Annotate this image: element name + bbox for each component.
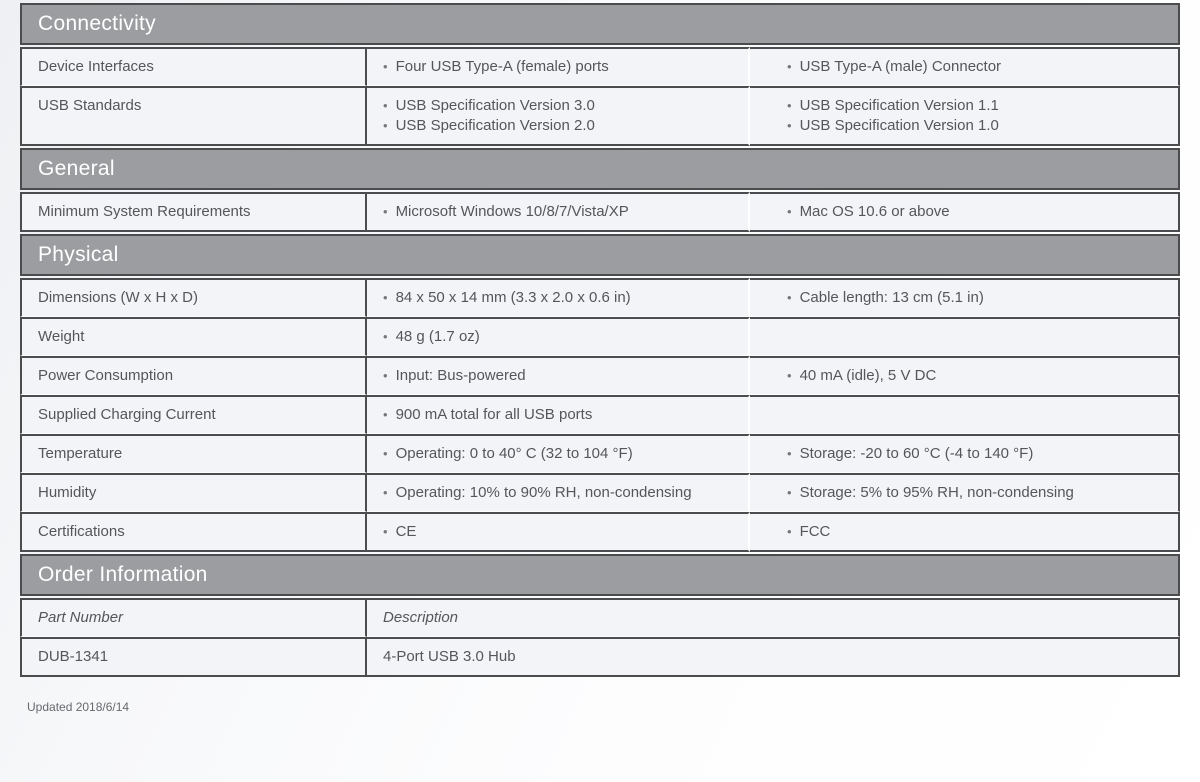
row-label: USB Standards	[38, 97, 142, 114]
bullet-icon: •	[787, 368, 792, 383]
row-label-cell	[20, 356, 367, 395]
value-col-1	[367, 47, 750, 86]
value-col-2	[750, 356, 1180, 395]
spec-row	[20, 473, 1180, 512]
bullet-icon: •	[787, 524, 792, 539]
value-col-2	[750, 512, 1180, 552]
bullet-icon: •	[787, 290, 792, 305]
row-label: Dimensions (W x H x D)	[38, 289, 199, 306]
bullet-icon: •	[787, 446, 792, 461]
value-col-2	[750, 192, 1180, 232]
value-col-1	[367, 86, 750, 146]
spec-row	[20, 434, 1180, 473]
bullet-icon: •	[787, 485, 792, 500]
spec-value-text: FCC	[799, 523, 831, 540]
value-col-1	[367, 512, 750, 552]
spec-row	[20, 356, 1180, 395]
spec-value-text: Storage: -20 to 60 °C (-4 to 140 °F)	[799, 445, 1034, 462]
bullet-icon: •	[383, 59, 388, 74]
order-left-cell	[20, 637, 367, 677]
spec-value-item	[787, 522, 1170, 542]
spec-value-item	[383, 96, 740, 116]
order-row	[20, 637, 1180, 677]
row-label: Power Consumption	[38, 367, 174, 384]
spec-value-item	[383, 405, 740, 425]
spec-value-item	[383, 366, 740, 386]
section-rows	[20, 47, 1180, 146]
section-rows	[20, 278, 1180, 552]
spec-value-text: USB Type-A (male) Connector	[799, 58, 1002, 75]
value-col-1	[367, 356, 750, 395]
spec-value-item	[787, 116, 1170, 136]
spec-value-text: Input: Bus-powered	[395, 367, 526, 384]
spec-value-item	[383, 57, 740, 77]
spec-value-text: Operating: 0 to 40° C (32 to 104 °F)	[395, 445, 633, 462]
value-col-2	[750, 395, 1180, 434]
spec-row	[20, 47, 1180, 86]
section-title: General	[38, 157, 115, 180]
spec-value-text: Cable length: 13 cm (5.1 in)	[799, 289, 984, 306]
bullet-icon: •	[787, 59, 792, 74]
order-left-text: Part Number	[38, 609, 124, 626]
spec-value-text: 84 x 50 x 14 mm (3.3 x 2.0 x 0.6 in)	[395, 289, 631, 306]
spec-value-item	[787, 288, 1170, 308]
spec-value-item	[383, 444, 740, 464]
order-right-cell	[367, 598, 1180, 637]
spec-value-text: 48 g (1.7 oz)	[395, 328, 480, 345]
spec-value-text: USB Specification Version 2.0	[395, 117, 595, 134]
value-col-2	[750, 317, 1180, 356]
spec-row	[20, 395, 1180, 434]
bullet-icon: •	[383, 329, 388, 344]
row-label: Minimum System Requirements	[38, 203, 251, 220]
spec-value-text: Microsoft Windows 10/8/7/Vista/XP	[395, 203, 629, 220]
section-header	[20, 234, 1180, 276]
spec-value-text: CE	[395, 523, 417, 540]
value-col-1	[367, 395, 750, 434]
spec-row	[20, 278, 1180, 317]
bullet-icon: •	[383, 368, 388, 383]
section-title: Order Information	[38, 563, 208, 586]
spec-value-item	[383, 202, 740, 222]
value-col-2	[750, 434, 1180, 473]
section-header	[20, 3, 1180, 45]
spec-value-item	[787, 57, 1170, 77]
section-title: Connectivity	[38, 12, 156, 35]
spec-section	[20, 234, 1180, 552]
order-row	[20, 598, 1180, 637]
bullet-icon: •	[787, 98, 792, 113]
spec-row	[20, 86, 1180, 146]
row-label-cell	[20, 317, 367, 356]
spec-value-text: Four USB Type-A (female) ports	[395, 58, 609, 75]
row-label: Certifications	[38, 523, 125, 540]
value-col-1	[367, 192, 750, 232]
value-col-1	[367, 473, 750, 512]
row-label-cell	[20, 86, 367, 146]
bullet-icon: •	[383, 485, 388, 500]
order-right-cell	[367, 637, 1180, 677]
spec-value-text: USB Specification Version 1.1	[799, 97, 999, 114]
spec-row	[20, 192, 1180, 232]
value-col-2	[750, 473, 1180, 512]
bullet-icon: •	[787, 204, 792, 219]
order-right-text: 4-Port USB 3.0 Hub	[383, 648, 516, 665]
row-label: Humidity	[38, 484, 97, 501]
value-col-1	[367, 278, 750, 317]
bullet-icon: •	[383, 118, 388, 133]
spec-value-text: 900 mA total for all USB ports	[395, 406, 593, 423]
bullet-icon: •	[383, 290, 388, 305]
value-col-1	[367, 317, 750, 356]
order-left-text: DUB-1341	[38, 648, 109, 665]
row-label-cell	[20, 473, 367, 512]
bullet-icon: •	[383, 98, 388, 113]
spec-value-item	[787, 444, 1170, 464]
spec-section	[20, 554, 1180, 677]
spec-value-item	[383, 288, 740, 308]
spec-section	[20, 148, 1180, 232]
spec-value-text: 40 mA (idle), 5 V DC	[799, 367, 937, 384]
bullet-icon: •	[383, 407, 388, 422]
spec-row	[20, 512, 1180, 552]
spec-section	[20, 3, 1180, 146]
bullet-icon: •	[787, 118, 792, 133]
section-title: Physical	[38, 243, 119, 266]
row-label: Weight	[38, 328, 85, 345]
spec-value-item	[787, 96, 1170, 116]
bullet-icon: •	[383, 446, 388, 461]
spec-value-item	[383, 522, 740, 542]
spec-value-item	[383, 116, 740, 136]
value-col-2	[750, 278, 1180, 317]
row-label-cell	[20, 395, 367, 434]
bullet-icon: •	[383, 204, 388, 219]
spec-value-item	[383, 327, 740, 347]
spec-value-text: Storage: 5% to 95% RH, non-condensing	[799, 484, 1074, 501]
section-rows	[20, 192, 1180, 232]
order-left-cell	[20, 598, 367, 637]
value-col-1	[367, 434, 750, 473]
row-label-cell	[20, 47, 367, 86]
value-col-2	[750, 86, 1180, 146]
row-label-cell	[20, 512, 367, 552]
spec-value-text: USB Specification Version 3.0	[395, 97, 595, 114]
section-header	[20, 148, 1180, 190]
spec-value-item	[787, 366, 1170, 386]
spec-value-text: Mac OS 10.6 or above	[799, 203, 950, 220]
spec-value-text: USB Specification Version 1.0	[799, 117, 999, 134]
spec-value-item	[787, 202, 1170, 222]
section-header	[20, 554, 1180, 596]
updated-note: Updated 2018/6/14	[27, 700, 130, 714]
section-rows	[20, 598, 1180, 677]
row-label-cell	[20, 192, 367, 232]
row-label-cell	[20, 278, 367, 317]
bullet-icon: •	[383, 524, 388, 539]
spec-value-item	[383, 483, 740, 503]
spec-value-text: Operating: 10% to 90% RH, non-condensing	[395, 484, 692, 501]
row-label-cell	[20, 434, 367, 473]
spec-value-item	[787, 483, 1170, 503]
row-label: Device Interfaces	[38, 58, 154, 75]
spec-row	[20, 317, 1180, 356]
row-label: Temperature	[38, 445, 123, 462]
value-col-2	[750, 47, 1180, 86]
order-right-text: Description	[383, 609, 459, 626]
row-label: Supplied Charging Current	[38, 406, 216, 423]
